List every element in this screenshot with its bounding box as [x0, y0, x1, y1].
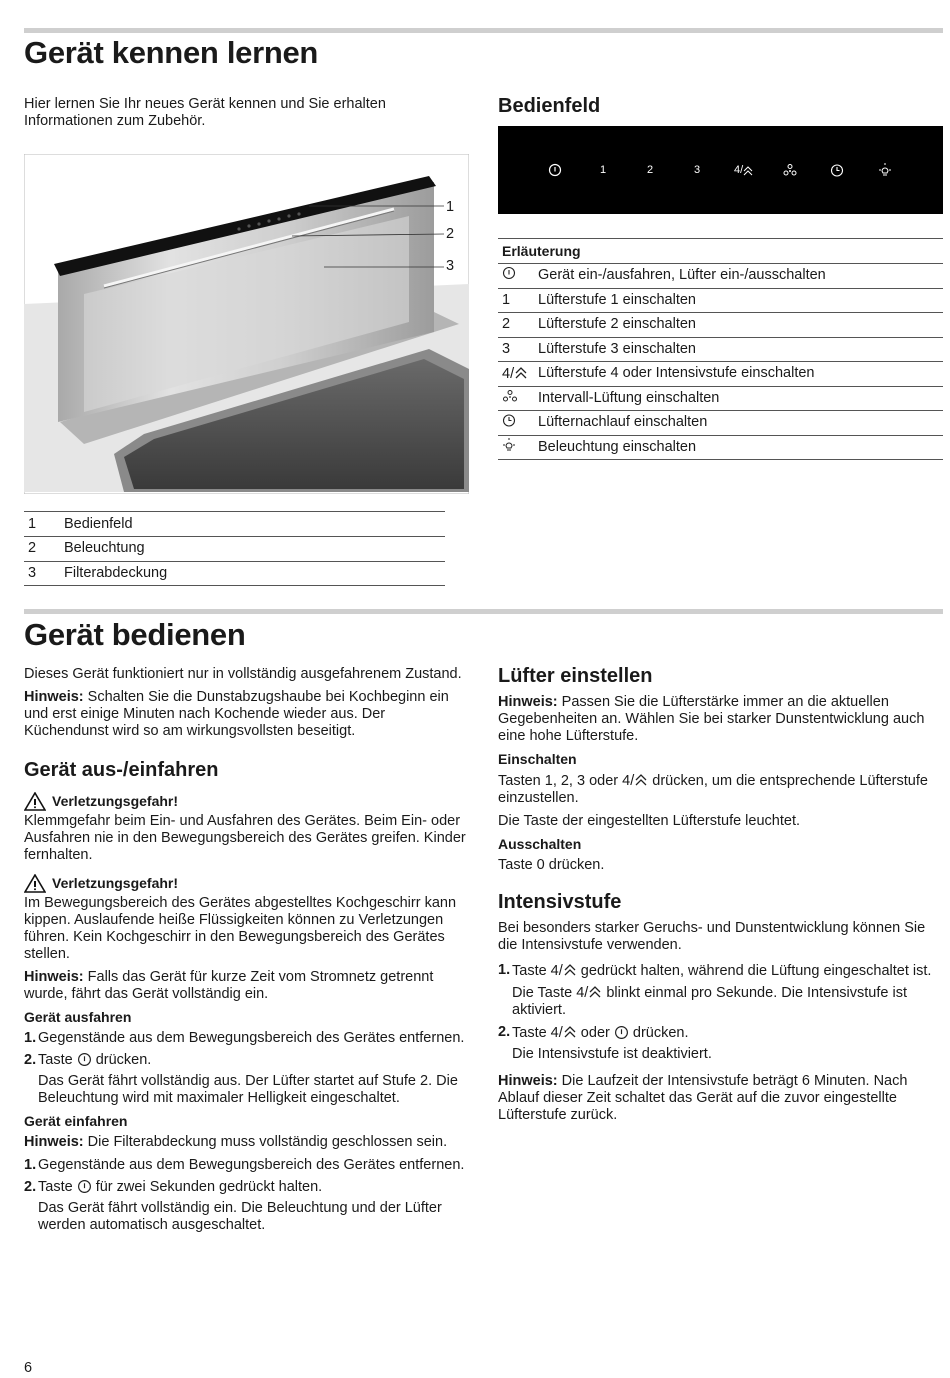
- step-text: Taste 4/: [512, 1025, 563, 1041]
- warning-heading-2: [24, 874, 469, 893]
- step-item: [24, 1052, 469, 1107]
- warning-text-2: Im Bewegungsbereich des Gerätes abgestelltes Kochgeschirr kann kippen. Auslaufende heiße Flüssigkeiten können zu Verletzungen führen. Kein Kochgeschirr in den Bewegungsbereich des Gerätes stellen.: [24, 895, 457, 962]
- step-text: Gegenstände aus dem Bewegungsbereich des Gerätes entfernen.: [38, 1030, 465, 1046]
- einschalten-text: [498, 772, 943, 807]
- step-result: Das Gerät fährt vollständig aus. Der Lüfter startet auf Stufe 2. Die Beleuchtung wird mit maximaler Helligkeit eingeschaltet.: [38, 1073, 458, 1106]
- step-number: 1.: [498, 962, 511, 978]
- panel-key-2: 2: [646, 164, 654, 176]
- warning-heading-1: [24, 792, 469, 811]
- table-header-row: [498, 239, 943, 264]
- intensive-icon: [634, 772, 648, 788]
- table-key: [498, 435, 534, 460]
- table-key-text: 4/: [502, 365, 515, 382]
- step-item: [24, 1030, 469, 1047]
- step-item: [498, 962, 943, 1019]
- note-label: Hinweis:: [24, 689, 84, 705]
- table-row: [498, 362, 943, 387]
- power-icon: [77, 1052, 92, 1067]
- intensive-icon: [563, 962, 577, 978]
- legend-row: [24, 537, 445, 562]
- step-text: drücken.: [91, 1052, 152, 1068]
- legend-row: [24, 561, 445, 586]
- interval-fan-icon: [502, 389, 518, 403]
- power-icon: [77, 1179, 92, 1194]
- step-number: 1.: [24, 1030, 37, 1046]
- light-icon: [502, 437, 516, 453]
- table-header: Erläuterung: [498, 239, 943, 264]
- warning-icon: [24, 874, 46, 893]
- warning-label: Verletzungsgefahr!: [52, 793, 179, 809]
- left-column: [24, 666, 469, 1239]
- timer-icon: [502, 413, 516, 427]
- downdraft-hood-illustration: [24, 154, 469, 494]
- figure-label-1: 1: [446, 199, 455, 215]
- legend-row: [24, 512, 445, 537]
- step-result: Das Gerät fährt vollständig ein. Die Beleuchtung und der Lüfter werden automatisch ausgeschaltet.: [38, 1200, 442, 1233]
- top-rule: [24, 28, 943, 33]
- power-icon: [502, 266, 516, 280]
- note-3: [24, 1134, 469, 1151]
- table-key: [498, 386, 534, 411]
- einfahren-steps: [24, 1157, 469, 1234]
- figure-label-2: 2: [446, 226, 455, 242]
- panel-key-4-label: 4/: [734, 164, 744, 176]
- note-1: [24, 689, 469, 740]
- ausschalten-text: Taste 0 drücken.: [498, 857, 605, 873]
- luefter-title: Lüfter einstellen: [498, 665, 653, 687]
- interval-fan-icon: [783, 163, 797, 177]
- legend-key: 3: [24, 561, 60, 586]
- text-part: Tasten 1, 2, 3 oder 4/: [498, 773, 635, 789]
- legend-key: 1: [24, 512, 60, 537]
- text-part: Die Taste 4/: [512, 985, 589, 1001]
- control-panel: [498, 126, 943, 214]
- legend-key: 2: [24, 537, 60, 562]
- note-label: Hinweis:: [498, 1073, 558, 1089]
- table-key: 1: [498, 288, 534, 313]
- legend-label: Filterabdeckung: [60, 561, 445, 586]
- intensiv-title: Intensivstufe: [498, 891, 622, 913]
- text-part: blinkt einmal pro Sekunde. Die Intensivstufe ist aktiviert.: [512, 985, 907, 1018]
- note-2: [24, 969, 469, 1003]
- note-label: Hinweis:: [24, 1134, 84, 1150]
- step-number: 2.: [498, 1024, 511, 1040]
- table-key: [498, 264, 534, 289]
- note-text: Passen Sie die Lüfterstärke immer an die aktuellen Gegebenheiten an. Wählen Sie bei starker Dunstentwicklung auch eine hohe Lüfterstufe.: [498, 694, 925, 744]
- einfahren-subtitle: Gerät einfahren: [24, 1113, 128, 1129]
- warning-icon: [24, 792, 46, 811]
- table-label: Intervall-Lüftung einschalten: [534, 386, 943, 411]
- step-text: drücken.: [628, 1025, 689, 1041]
- control-panel-explanation-table: [498, 238, 943, 460]
- step-text: gedrückt halten, während die Lüftung eingeschaltet ist.: [576, 963, 932, 979]
- panel-key-1: 1: [599, 164, 607, 176]
- table-label: Lüfterstufe 1 einschalten: [534, 288, 943, 313]
- table-label: Gerät ein-/ausfahren, Lüfter ein-/ausschalten: [534, 264, 943, 289]
- page-number: 6: [24, 1360, 33, 1376]
- step-text: für zwei Sekunden gedrückt halten.: [91, 1179, 323, 1195]
- intro-text: Hier lernen Sie Ihr neues Gerät kennen und Sie erhalten Informationen zum Zubehör.: [24, 96, 386, 129]
- text-part: drücken, um die entsprechende Lüfterstufe einzustellen.: [498, 773, 928, 806]
- step-text: Taste: [38, 1052, 77, 1068]
- warning-text-1: Klemmgefahr beim Ein- und Ausfahren des Gerätes. Beim Ein- oder Ausfahren nie in den Bewegungsbereich des Gerätes greifen. Kinder fernhalten.: [24, 813, 466, 863]
- table-row: [498, 386, 943, 411]
- note-label: Hinweis:: [24, 969, 84, 985]
- ausfahren-subtitle: Gerät ausfahren: [24, 1009, 132, 1025]
- note-text: Die Filterabdeckung muss vollständig geschlossen sein.: [83, 1134, 448, 1150]
- note-label: Hinweis:: [498, 694, 558, 710]
- table-key: 2: [498, 313, 534, 338]
- table-row: [498, 288, 943, 313]
- ausfahren-steps: [24, 1030, 469, 1107]
- luefter-note: [498, 694, 943, 745]
- step-text: oder: [576, 1025, 614, 1041]
- table-label: Lüfterstufe 4 oder Intensivstufe einschalten: [534, 362, 943, 387]
- note-text: Falls das Gerät für kurze Zeit vom Stromnetz getrennt wurde, fährt das Gerät vollständig ein.: [24, 969, 434, 1002]
- ausschalten-subtitle: Ausschalten: [498, 836, 582, 852]
- table-label: Beleuchtung einschalten: [534, 435, 943, 460]
- intensive-icon: [514, 365, 528, 381]
- timer-icon: [830, 163, 844, 177]
- table-label: Lüfternachlauf einschalten: [534, 411, 943, 436]
- step-item: [498, 1024, 943, 1063]
- power-icon: [548, 163, 562, 177]
- figure-legend: [24, 511, 445, 586]
- step-number: 2.: [24, 1052, 37, 1068]
- bedienen-intro: Dieses Gerät funktioniert nur in vollständig ausgefahrenem Zustand.: [24, 666, 462, 682]
- note-text: Die Laufzeit der Intensivstufe beträgt 6 Minuten. Nach Ablauf dieser Zeit schaltet das Gerät auf die zuvor eingestellte Lüfterstufe zurück.: [498, 1073, 908, 1123]
- table-row: [498, 337, 943, 362]
- einschalten-subtitle: Einschalten: [498, 751, 577, 767]
- step-item: [24, 1179, 469, 1234]
- intensive-icon: [743, 165, 753, 177]
- light-icon: [878, 162, 892, 178]
- legend-label: Beleuchtung: [60, 537, 445, 562]
- intensiv-note: [498, 1073, 943, 1124]
- panel-key-3: 3: [693, 164, 701, 176]
- figure-label-3: 3: [446, 258, 455, 274]
- table-key: [498, 411, 534, 436]
- warning-label: Verletzungsgefahr!: [52, 875, 179, 891]
- section-rule: [24, 609, 943, 614]
- table-row: [498, 435, 943, 460]
- intensive-icon: [588, 984, 602, 1000]
- bedienfeld-title: Bedienfeld: [498, 95, 601, 117]
- intensiv-intro: Bei besonders starker Geruchs- und Dunstentwicklung können Sie die Intensivstufe verwenden.: [498, 920, 926, 953]
- step-text: Gegenstände aus dem Bewegungsbereich des Gerätes entfernen.: [38, 1157, 465, 1173]
- table-row: [498, 411, 943, 436]
- step-result: Die Intensivstufe ist deaktiviert.: [512, 1046, 712, 1062]
- step-text: Taste: [38, 1179, 77, 1195]
- right-column: [498, 664, 943, 1130]
- einschalten-text-2: Die Taste der eingestellten Lüfterstufe leuchtet.: [498, 813, 801, 829]
- step-number: 1.: [24, 1157, 37, 1173]
- legend-label: Bedienfeld: [60, 512, 445, 537]
- table-row: [498, 313, 943, 338]
- table-key: 3: [498, 337, 534, 362]
- ausfahren-title: Gerät aus-/einfahren: [24, 759, 219, 781]
- note-text: Schalten Sie die Dunstabzugshaube bei Kochbeginn ein und erst einige Minuten nach Kochende wieder aus. Der Küchendunst wird so am wirkungsvollsten beseitigt.: [24, 689, 449, 739]
- intensiv-steps: [498, 962, 943, 1063]
- section-title-geraet-kennen-lernen: Gerät kennen lernen: [24, 35, 319, 70]
- appliance-figure: [24, 154, 469, 494]
- step-item: [24, 1157, 469, 1174]
- panel-key-4: [734, 162, 753, 179]
- step-result: [512, 984, 943, 1019]
- table-row: [498, 264, 943, 289]
- table-label: Lüfterstufe 3 einschalten: [534, 337, 943, 362]
- section-title-geraet-bedienen: Gerät bedienen: [24, 617, 246, 652]
- step-text: Taste 4/: [512, 963, 563, 979]
- table-key: [498, 362, 534, 387]
- intensive-icon: [563, 1024, 577, 1040]
- power-icon: [614, 1025, 629, 1040]
- step-number: 2.: [24, 1179, 37, 1195]
- table-label: Lüfterstufe 2 einschalten: [534, 313, 943, 338]
